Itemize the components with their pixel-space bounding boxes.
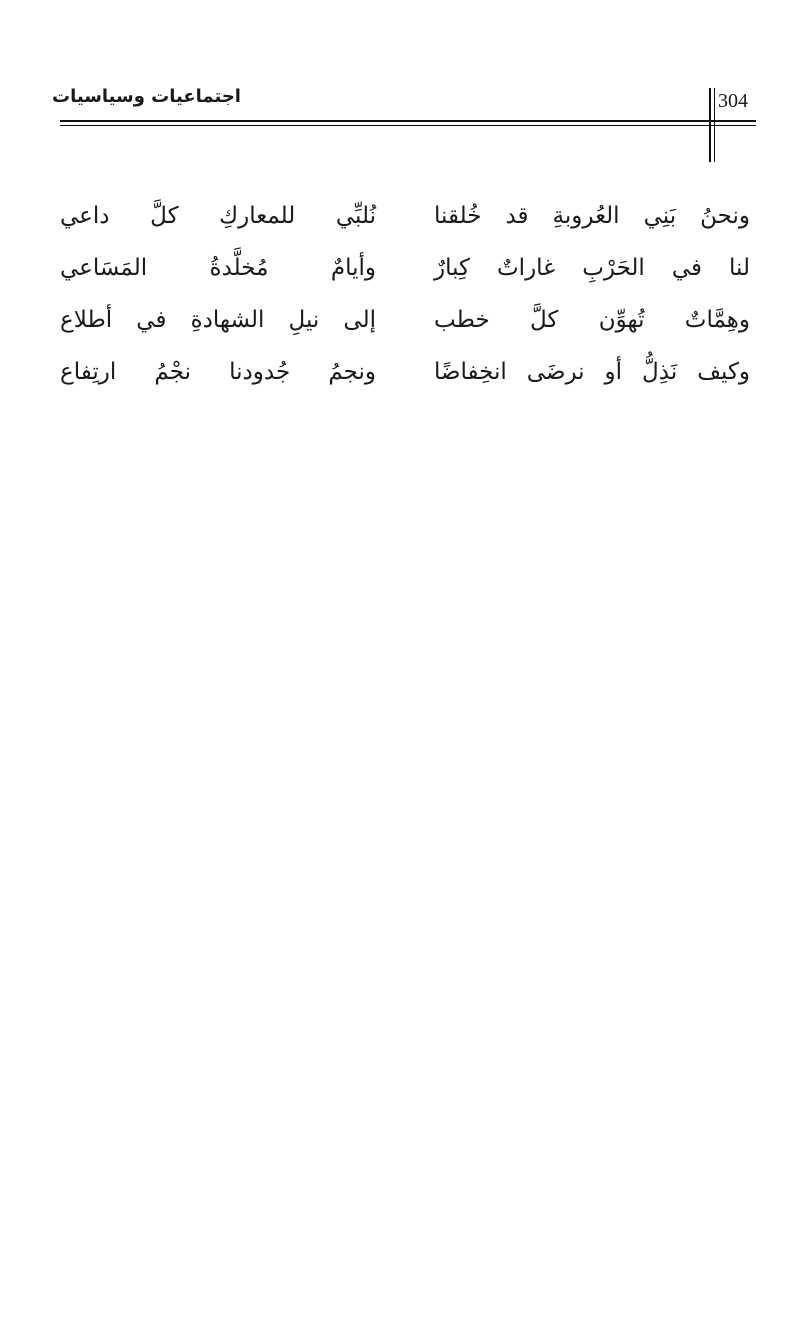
header-rule-thick — [60, 120, 756, 122]
verse — [60, 190, 750, 242]
second-hemistich: ونجمُ جُدودنا نجْمُ ارتِفاع — [60, 359, 376, 385]
verse — [60, 346, 750, 398]
second-hemistich: نُلبِّي للمعاركِ كلَّ داعي — [60, 203, 376, 229]
second-hemistich: وأيامٌ مُخلَّدةُ المَسَاعي — [60, 255, 376, 281]
first-hemistich: ونحنُ بَنِي العُروبةِ قد خُلقنا — [434, 203, 750, 229]
running-title: اجتماعيات وسياسيات — [52, 86, 241, 107]
first-hemistich: وكيف نَذِلُّ أو نرضَى انخِفاضًا — [434, 359, 750, 385]
first-hemistich: وهِمَّاتٌ تُهوِّن كلَّ خطب — [434, 307, 750, 333]
header-vertical-rule-thin — [714, 88, 715, 162]
verse — [60, 294, 750, 346]
header-vertical-rule-thick — [709, 88, 711, 162]
page-number: 304 — [718, 90, 748, 112]
second-hemistich: إلى نيلِ الشهادةِ في أطلاع — [60, 307, 376, 333]
verse — [60, 242, 750, 294]
first-hemistich: لنا في الحَرْبِ غاراتٌ كِبارٌ — [434, 255, 750, 281]
header-rule-thin — [60, 125, 756, 126]
poem — [60, 190, 750, 398]
